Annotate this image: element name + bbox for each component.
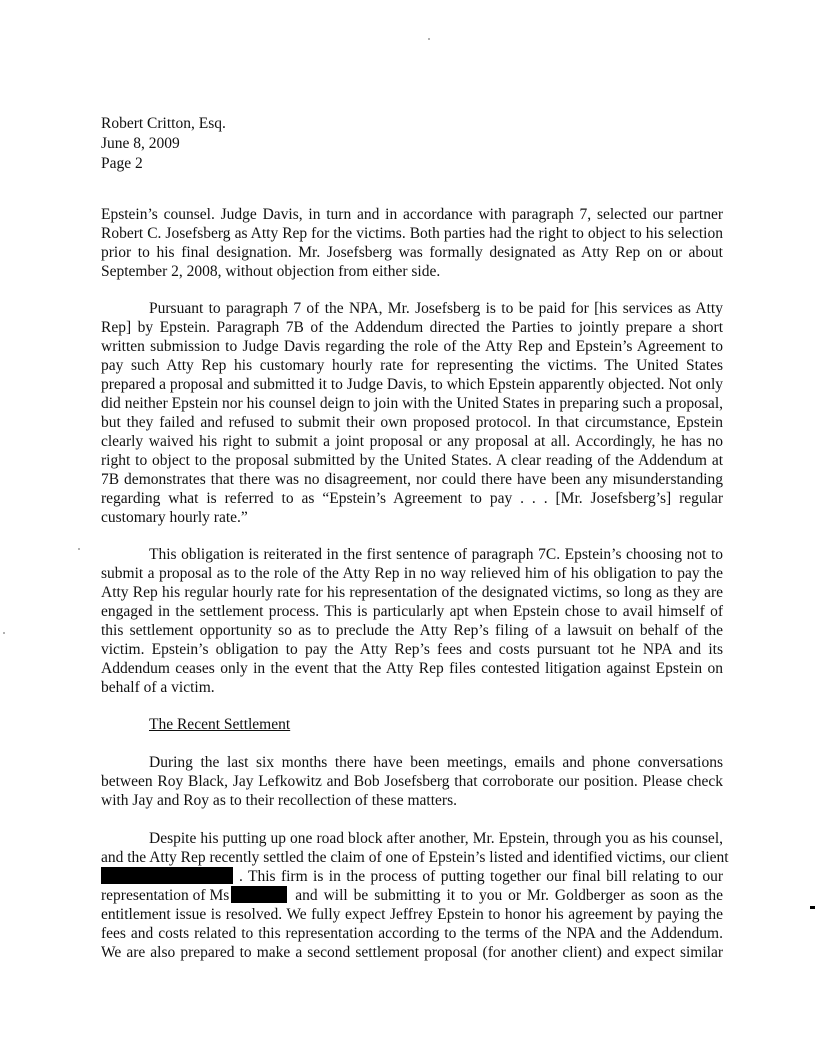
scan-speck <box>3 632 5 634</box>
paragraph-line: but they failed and refused to submit their own proposed protocol. In that circumstance, Epstein <box>101 414 723 431</box>
paragraph-line: between Roy Black, Jay Lefkowitz and Bob Josefsberg that corroborate our position. Please check <box>101 773 723 790</box>
paragraph-line: with Jay and Roy as to their recollection of these matters. <box>101 792 457 809</box>
redaction-box <box>231 886 287 903</box>
paragraph-line: Despite his putting up one road block after another, Mr. Epstein, through you as his counsel, <box>149 830 723 847</box>
scan-mark <box>810 906 815 909</box>
paragraph-line: We are also prepared to make a second settlement proposal (for another client) and expect similar <box>101 944 723 961</box>
paragraph-line: Atty Rep his regular hourly rate for his representation of the designated victims, so long as they are <box>101 584 723 601</box>
paragraph-line: Robert C. Josefsberg as Atty Rep for the victims. Both parties had the right to object to his selection <box>101 225 723 242</box>
paragraph-line: Pursuant to paragraph 7 of the NPA, Mr. Josefsberg is to be paid for [his services as Atty <box>149 300 723 317</box>
paragraph-fragment: representation of Ms <box>101 887 230 904</box>
section-heading: The Recent Settlement <box>149 716 291 733</box>
paragraph-5 <box>101 829 729 962</box>
paragraph-line-redacted <box>101 867 723 886</box>
paragraph-fragment: . This firm is in the process of putting together our final bill relating to our <box>239 868 723 885</box>
scan-speck <box>78 548 80 550</box>
paragraph-line: During the last six months there have been meetings, emails and phone conversations <box>149 754 723 771</box>
paragraph-3 <box>101 545 723 697</box>
paragraph-line: fees and costs related to this representation according to the terms of the NPA and the Addendum. <box>101 925 723 942</box>
page-number: Page 2 <box>101 155 143 172</box>
redaction-box <box>101 867 233 884</box>
paragraph-line: this settlement opportunity so as to preclude the Atty Rep’s filing of a lawsuit on behalf of the <box>101 622 723 639</box>
paragraph-line: written submission to Judge Davis regarding the role of the Atty Rep and Epstein’s Agreement to <box>101 338 723 355</box>
letter-date: June 8, 2009 <box>101 135 180 152</box>
paragraph-line: clearly waived his right to submit a joint proposal or any proposal at all. Accordingly, he has no <box>101 433 723 450</box>
paragraph-line: prepared a proposal and submitted it to Judge Davis, to which Epstein apparently objected. Not only <box>101 376 724 393</box>
paragraph-line: Rep] by Epstein. Paragraph 7B of the Addendum directed the Parties to jointly prepare a short <box>101 319 723 336</box>
paragraph-2 <box>101 299 723 527</box>
paragraph-line: September 2, 2008, without objection from either side. <box>101 263 441 280</box>
paragraph-fragment: and will be submitting it to you or Mr. Goldberger as soon as the <box>295 887 723 904</box>
recipient-name: Robert Critton, Esq. <box>101 115 226 132</box>
paragraph-line: 7B demonstrates that there was no disagreement, nor could there have been any misunderstanding <box>101 471 723 488</box>
paragraph-line: did neither Epstein nor his counsel deign to join with the United States in preparing such a proposal, <box>101 395 723 412</box>
letter-header <box>101 114 226 174</box>
paragraph-line: This obligation is reiterated in the first sentence of paragraph 7C. Epstein’s choosing not to <box>149 546 723 563</box>
paragraph-line: Addendum ceases only in the event that the Atty Rep files contested litigation against Epstein on <box>101 660 723 677</box>
paragraph-line: engaged in the settlement process. This is particularly apt when Epstein chose to avail himself of <box>101 603 723 620</box>
paragraph-line: prior to his final designation. Mr. Josefsberg was formally designated as Atty Rep on or about <box>101 244 723 261</box>
paragraph-line: victim. Epstein’s obligation to pay the Atty Rep’s fees and costs pursuant tot he NPA and its <box>101 641 723 658</box>
paragraph-line: regarding what is referred to as “Epstein’s Agreement to pay . . . [Mr. Josefsberg’s] regular <box>101 490 723 507</box>
paragraph-line: submit a proposal as to the role of the Atty Rep in no way relieved him of his obligation to pay the <box>101 565 723 582</box>
paragraph-1 <box>101 205 723 281</box>
paragraph-line: entitlement issue is resolved. We fully expect Jeffrey Epstein to honor his agreement by paying the <box>101 906 723 923</box>
paragraph-4 <box>101 753 723 810</box>
paragraph-line: Epstein’s counsel. Judge Davis, in turn and in accordance with paragraph 7, selected our partner <box>101 206 723 223</box>
scan-speck <box>428 38 430 40</box>
paragraph-line: behalf of a victim. <box>101 679 215 696</box>
paragraph-line-redacted <box>101 886 723 905</box>
paragraph-line: right to object to the proposal submitted by the United States. A clear reading of the Addendum at <box>101 452 723 469</box>
paragraph-line: pay such Atty Rep his customary hourly rate for representing the victims. The United States <box>101 357 723 374</box>
paragraph-line: customary hourly rate.” <box>101 509 248 526</box>
paragraph-line: and the Atty Rep recently settled the claim of one of Epstein’s listed and identified victims, our client <box>101 849 729 866</box>
